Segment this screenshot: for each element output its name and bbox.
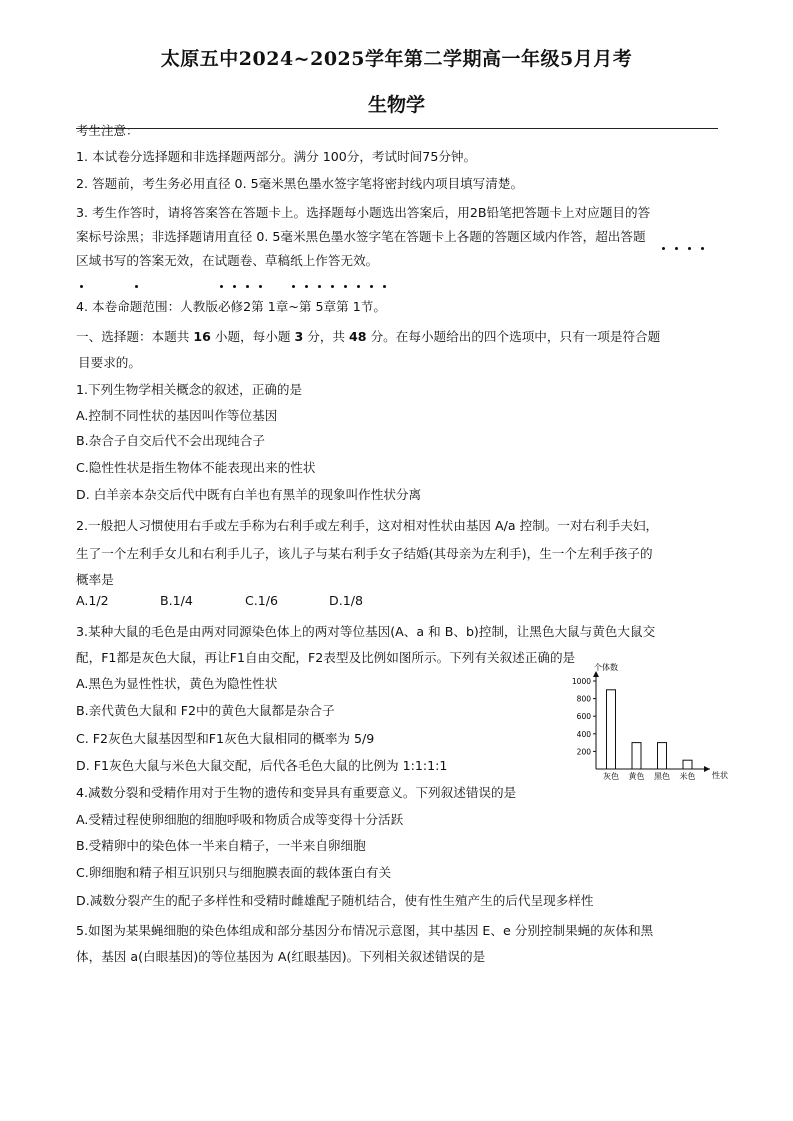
q3-option-b: B.亲代黄色大鼠和 F2中的黄色大鼠都是杂合子 xyxy=(76,703,335,718)
note-1: 1. 本试卷分选择题和非选择题两部分。满分 100分，考试时间75分钟。 xyxy=(76,149,477,164)
bar-2 xyxy=(632,743,641,769)
q1-stem: 1.下列生物学相关概念的叙述，正确的是 xyxy=(76,382,303,397)
q4-option-a: A.受精过程使卵细胞的细胞呼吸和物质合成等变得十分活跃 xyxy=(76,812,404,827)
note-2: 2. 答题前，考生务必用直径 0. 5毫米黑色墨水签字笔将密封线内项目填写清楚。 xyxy=(76,176,524,191)
q2-stem-line-2: 生了一个左利手女儿和右利手儿子，该儿子与某右利手女子结婚(其母亲为左利手)，生一个左利手孩子的 xyxy=(76,546,653,561)
q2-option-a: A.1/2 xyxy=(76,593,109,608)
q1-option-d: D. 白羊亲本杂交后代中既有白羊也有黑羊的现象叫作性状分离 xyxy=(76,487,422,502)
q5-stem-line-1: 5.如图为某果蝇细胞的染色体组成和部分基因分布情况示意图，其中基因 E、e 分别控制果蝇的灰体和黑 xyxy=(76,923,654,938)
q4-stem: 4.减数分裂和受精作用对于生物的遗传和变异具有重要意义。下列叙述错误的是 xyxy=(76,785,517,800)
x-axis-label: 性状 xyxy=(712,771,728,780)
phenotype-bar-chart xyxy=(560,662,735,784)
bar-3 xyxy=(658,743,667,769)
note-3-line-2: 案标号涂黑；非选择题请用直径 0. 5毫米黑色墨水签字笔在答题卡上各题的答题区域内作答，超出答题 xyxy=(76,229,646,244)
q4-option-d: D.减数分裂产生的配子多样性和受精时雌雄配子随机结合，使有性生殖产生的后代呈现多样性 xyxy=(76,893,594,908)
y-tick-label: 600 xyxy=(576,712,591,722)
q5-stem-line-2: 体，基因 a(白眼基因)的等位基因为 A(红眼基因)。下列相关叙述错误的是 xyxy=(76,949,486,964)
q4-option-b: B.受精卵中的染色体一半来自精子，一半来自卵细胞 xyxy=(76,838,366,853)
q3-stem-line-1: 3.某种大鼠的毛色是由两对同源染色体上的两对等位基因(A、a 和 B、b)控制，让黑色大鼠与黄色大鼠交 xyxy=(76,624,656,639)
header-divider xyxy=(76,128,718,129)
note-4: 4. 本卷命题范围：人教版必修2第 1章~第 5章第 1节。 xyxy=(76,299,386,314)
q2-option-d: D.1/8 xyxy=(329,593,363,608)
q2-option-b: B.1/4 xyxy=(160,593,193,608)
section-header-line-1: 一、选择题：本题共 16 小题，每小题 3 分，共 48 分。在每小题给出的四个选项中，只有一项是符合题 xyxy=(76,329,661,344)
q3-option-c: C. F2灰色大鼠基因型和F1灰色大鼠相同的概率为 5/9 xyxy=(76,731,375,746)
y-axis-label: 个体数 xyxy=(594,663,618,672)
q2-stem-line-1: 2.一般把人习惯使用右手或左手称为右利手或左利手，这对相对性状由基因 A/a 控制。一对右利手夫妇， xyxy=(76,518,659,533)
notice-label: 考生注意： xyxy=(76,123,139,138)
y-tick-label: 200 xyxy=(576,747,591,757)
note-3-line-1: 3. 考生作答时，请将答案答在答题卡上。选择题每小题选出答案后，用2B铅笔把答题卡上对应题目的答 xyxy=(76,205,651,220)
subject-title: 生物学 xyxy=(367,94,425,116)
x-tick-label: 黑色 xyxy=(654,772,670,781)
bar-4 xyxy=(683,760,692,769)
q1-option-b: B.杂合子自交后代不会出现纯合子 xyxy=(76,433,265,448)
x-axis-arrow-icon xyxy=(704,766,710,772)
q1-option-a: A.控制不同性状的基因叫作等位基因 xyxy=(76,408,278,423)
q3-option-d: D. F1灰色大鼠与米色大鼠交配，后代各毛色大鼠的比例为 1:1:1:1 xyxy=(76,758,448,773)
q3-option-a: A.黑色为显性性状，黄色为隐性性状 xyxy=(76,676,278,691)
x-tick-label: 米色 xyxy=(679,772,696,781)
q2-option-c: C.1/6 xyxy=(245,593,279,608)
x-tick-label: 黄色 xyxy=(628,772,645,781)
q1-option-c: C.隐性性状是指生物体不能表现出来的性状 xyxy=(76,460,316,475)
y-tick-label: 800 xyxy=(576,694,591,704)
y-tick-label: 1000 xyxy=(571,677,591,686)
q4-option-c: C.卵细胞和精子相互识别只与细胞膜表面的载体蛋白有关 xyxy=(76,865,392,880)
exam-title: 太原五中2024~2025学年第二学期高一年级5月月考 xyxy=(160,48,633,70)
section-header-line-2: 目要求的。 xyxy=(78,355,141,370)
y-tick-label: 400 xyxy=(576,729,591,739)
q3-stem-line-2: 配，F1都是灰色大鼠，再让F1自由交配，F2表型及比例如图所示。下列有关叙述正确的是 xyxy=(76,650,576,665)
bar-1 xyxy=(607,690,616,769)
x-tick-label: 灰色 xyxy=(603,772,619,781)
q2-stem-line-3: 概率是 xyxy=(76,572,114,587)
note-3-line-3: 区域书写的答案无效，在试题卷、草稿纸上作答无效。 xyxy=(76,253,379,268)
